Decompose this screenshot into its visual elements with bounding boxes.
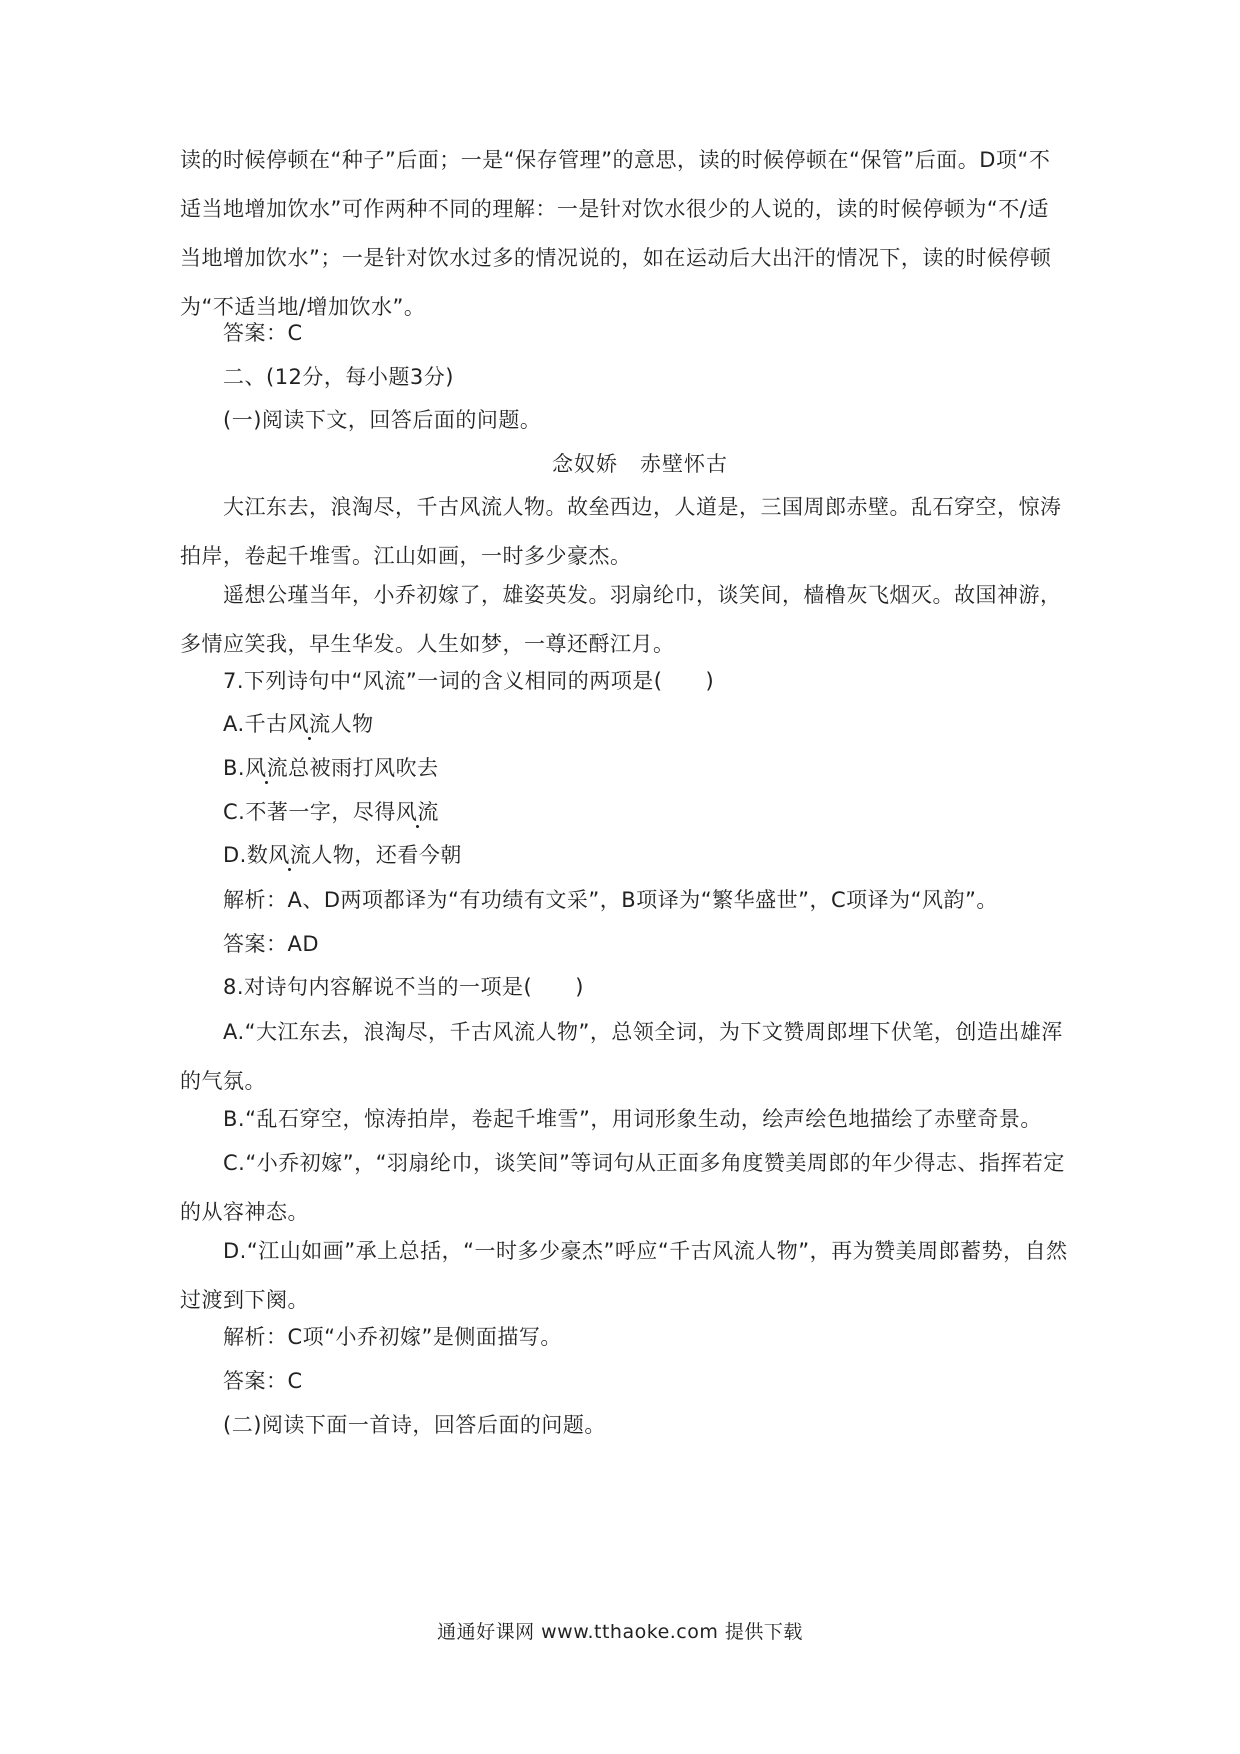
q7-stem: 7.下列诗句中“风流”一词的含义相同的两项是( ) (223, 669, 715, 693)
option-prefix: B. (223, 756, 246, 780)
option-suffix: 总被雨打风吹去 (288, 756, 439, 780)
emphasized-word: 风流 (268, 843, 312, 867)
q7-option-a (223, 700, 374, 749)
q7-option-c (223, 788, 439, 837)
emphasized-word: 风流 (245, 756, 289, 780)
emphasized-word: 风流 (395, 800, 439, 824)
q8-option-c: C.“小乔初嫁”，“羽扇纶巾，谈笑间”等词句从正面多角度赞美周郎的年少得志、指挥若定的从容神态。 (180, 1151, 1065, 1224)
part-one-instruction: (一)阅读下文，回答后面的问题。 (223, 408, 542, 432)
q7-option-d (223, 831, 462, 880)
q8-option-b: B.“乱石穿空，惊涛拍岸，卷起千堆雪”，用词形象生动，绘声绘色地描绘了赤壁奇景。 (223, 1107, 1042, 1131)
option-prefix: C.不著一字，尽得 (223, 800, 396, 824)
q8-stem: 8.对诗句内容解说不当的一项是( ) (223, 975, 584, 999)
poem-stanza-2: 遥想公瑾当年，小乔初嫁了，雄姿英发。羽扇纶巾，谈笑间，樯橹灰飞烟灭。故国神游，多情应笑我，早生华发。人生如梦，一尊还酹江月。 (180, 583, 1062, 656)
answer-1: 答案：C (223, 321, 303, 345)
q8-answer: 答案：C (223, 1369, 303, 1393)
section-two-heading: 二、(12分，每小题3分) (223, 365, 454, 389)
option-suffix: 人物，还看今朝 (311, 843, 462, 867)
footer-credit: 通通好课网 www.tthaoke.com 提供下载 (437, 1621, 803, 1643)
emphasized-word: 风流 (287, 712, 331, 736)
q8-analysis: 解析：C项“小乔初嫁”是侧面描写。 (223, 1325, 562, 1349)
part-two-instruction: (二)阅读下面一首诗，回答后面的问题。 (223, 1413, 606, 1437)
poem-title: 念奴娇 赤壁怀古 (552, 452, 728, 476)
option-prefix: D.数 (223, 843, 269, 867)
poem-stanza-1: 大江东去，浪淘尽，千古风流人物。故垒西边，人道是，三国周郎赤壁。乱石穿空，惊涛拍岸，卷起千堆雪。江山如画，一时多少豪杰。 (180, 495, 1062, 568)
q8-option-a: A.“大江东去，浪淘尽，千古风流人物”，总领全词，为下文赞周郎埋下伏笔，创造出雄浑的气氛。 (180, 1020, 1063, 1093)
top-paragraph: 读的时候停顿在“种子”后面；一是“保存管理”的意思，读的时候停顿在“保管”后面。D项“不适当地增加饮水”可作两种不同的理解：一是针对饮水很少的人说的，读的时候停顿为“不/适当地增加饮水”；一是针对饮水过多的情况说的，如在运动后大出汗的情况下，读的时候停顿为“不适当地/增加饮水”。 (180, 148, 1052, 319)
option-prefix: A.千古 (223, 712, 288, 736)
option-suffix: 人物 (330, 712, 374, 736)
q8-option-d: D.“江山如画”承上总括，“一时多少豪杰”呼应“千古风流人物”，再为赞美周郎蓄势，自然过渡到下阕。 (180, 1239, 1068, 1312)
q7-answer: 答案：AD (223, 932, 320, 956)
q7-analysis: 解析：A、D两项都译为“有功绩有文采”，B项译为“繁华盛世”，C项译为“风韵”。 (223, 888, 998, 912)
q7-option-b (223, 744, 439, 793)
